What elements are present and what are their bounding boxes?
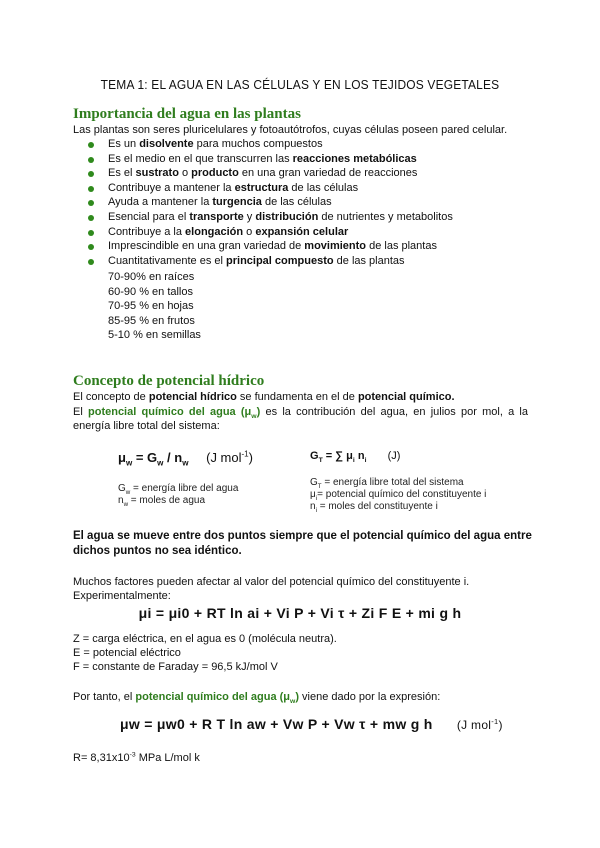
percentage-item: 70-90% en raíces — [108, 271, 195, 283]
intro-paragraph: Las plantas son seres pluricelulares y fotoautótrofos, cuyas células poseen pared celular. — [73, 124, 508, 136]
list-item: Es un disolvente para muchos compuestos — [88, 137, 453, 152]
bold-statement: El agua se mueve entre dos puntos siempre que el potencial químico del agua entre dichos puntos no sea idéntico. — [73, 530, 532, 557]
equation-mu-w-full: μw = μw0 + R T ln aw + Vw P + Vw τ + mw g h (J mol$^{-1}$) — [120, 716, 503, 732]
section-heading-importancia: Importancia del agua en las plantas — [73, 106, 301, 122]
equation-2-definitions: $G_T$ = energía libre total del sistema $\mu_i=$ potencial químico del constituyente i $n_i$ = moles del constituyente i — [310, 477, 487, 514]
paragraph-concepto: El concepto de potencial hídrico se fundamenta en el de potencial químico. — [73, 391, 455, 403]
definition-f: F = constante de Faraday = 96,5 kJ/mol V — [73, 661, 278, 673]
list-item: Ayuda a mantener la turgencia de las células — [88, 195, 453, 210]
percentage-item: 70-95 % en hojas — [108, 300, 194, 313]
paragraph-por-tanto: Por tanto, el potencial químico del agua $(\mu_w)$ viene dado por la expresión: — [73, 691, 441, 706]
equation-1-definitions: $G_w$ = energía libre del agua $n_w$ = moles de agua — [118, 483, 239, 508]
definition-z: Z = carga eléctrica, en el agua es 0 (molécula neutra). — [73, 633, 337, 645]
importance-list — [88, 137, 453, 268]
list-item: Esencial para el transporte y distribución de nutrientes y metabolitos — [88, 210, 453, 225]
paragraph-experimentalmente: Experimentalmente: — [73, 590, 171, 602]
equation-mu-i: μi = μi0 + RT ln ai + Vi P + Vi τ + Zi F E + mi g h — [138, 605, 462, 621]
equation-g-total: $G_T$ = ∑ $\mu_i$ $n_i$ (J) — [310, 450, 401, 465]
percentage-list — [108, 270, 201, 343]
section-heading-potencial: Concepto de potencial hídrico — [73, 373, 265, 389]
equation-mu-w: $\mu_w = G_w / n_w$ (J mol$^{-1}$) — [118, 449, 253, 468]
percentage-item: 85-95 % en frutos — [108, 314, 195, 327]
paragraph-factores: Muchos factores pueden afectar al valor del potencial químico del constituyente i. — [73, 576, 470, 588]
list-item: Es el medio en el que transcurren las reacciones metabólicas — [88, 152, 453, 167]
definition-e: E = potencial eléctrico — [73, 647, 181, 659]
constant-r: $R= 8,31x10^{-3}$ MPa L/mol k — [73, 751, 200, 764]
percentage-item: 60-90 % en tallos — [108, 285, 193, 298]
list-item: Es el sustrato o producto en una gran variedad de reacciones — [88, 166, 453, 181]
page-title: TEMA 1: EL AGUA EN LAS CÉLULAS Y EN LOS TEJIDOS VEGETALES — [100, 77, 500, 92]
paragraph-potencial-quimico: El potencial químico del agua $(\mu_w)$ es la contribución del agua, en julios por mol, a la energía libre total del sistema: — [73, 406, 528, 432]
list-item: Contribuye a mantener la estructura de las células — [88, 181, 453, 196]
percentage-item: 5-10 % en semillas — [108, 329, 201, 342]
list-item: Imprescindible en una gran variedad de movimiento de las plantas — [88, 239, 453, 254]
list-item: Cuantitativamente es el principal compuesto de las plantas — [88, 254, 453, 269]
list-item: Contribuye a la elongación o expansión celular — [88, 225, 453, 240]
